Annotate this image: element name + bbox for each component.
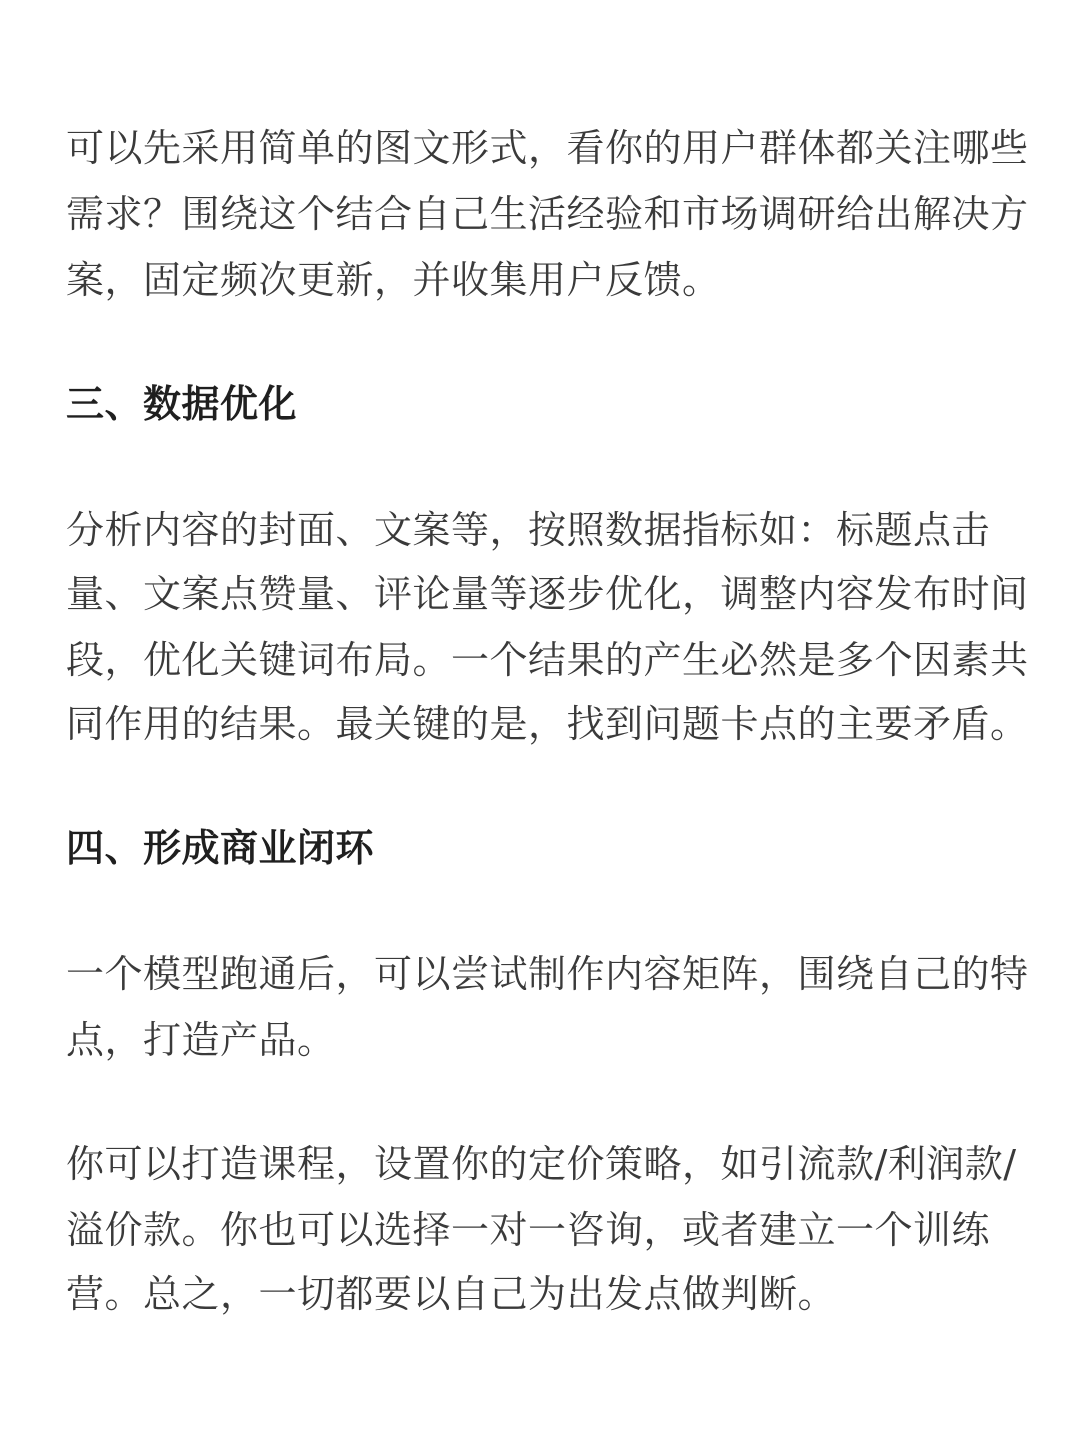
paragraph-1-line-3: 案，固定频次更新，并收集用户反馈。 — [66, 258, 721, 302]
section-3-line-1: 分析内容的封面、文案等，按照数据指标如：标题点击 — [66, 508, 991, 552]
section-4-p2-line-3: 营。总之，一切都要以自己为出发点做判断。 — [66, 1272, 837, 1316]
section-4-p2-line-1: 你可以打造课程，设置你的定价策略，如引流款/利润款/ — [66, 1142, 1017, 1186]
section-3-line-3: 段，优化关键词布局。一个结果的产生必然是多个因素共 — [66, 638, 1029, 682]
section-4-heading: 四、形成商业闭环 — [66, 826, 375, 870]
section-4-p2-line-2: 溢价款。你也可以选择一对一咨询，或者建立一个训练 — [66, 1208, 991, 1252]
paragraph-1-line-2: 需求？围绕这个结合自己生活经验和市场调研给出解决方 — [66, 192, 1029, 236]
section-3-line-4: 同作用的结果。最关键的是，找到问题卡点的主要矛盾。 — [66, 702, 1029, 746]
paragraph-1-line-1: 可以先采用简单的图文形式，看你的用户群体都关注哪些 — [66, 126, 1029, 170]
section-3-heading: 三、数据优化 — [66, 382, 298, 426]
section-3-line-2: 量、文案点赞量、评论量等逐步优化，调整内容发布时间 — [66, 572, 1029, 616]
section-4-p1-line-1: 一个模型跑通后，可以尝试制作内容矩阵，围绕自己的特 — [66, 952, 1029, 996]
section-4-p1-line-2: 点，打造产品。 — [66, 1018, 336, 1062]
